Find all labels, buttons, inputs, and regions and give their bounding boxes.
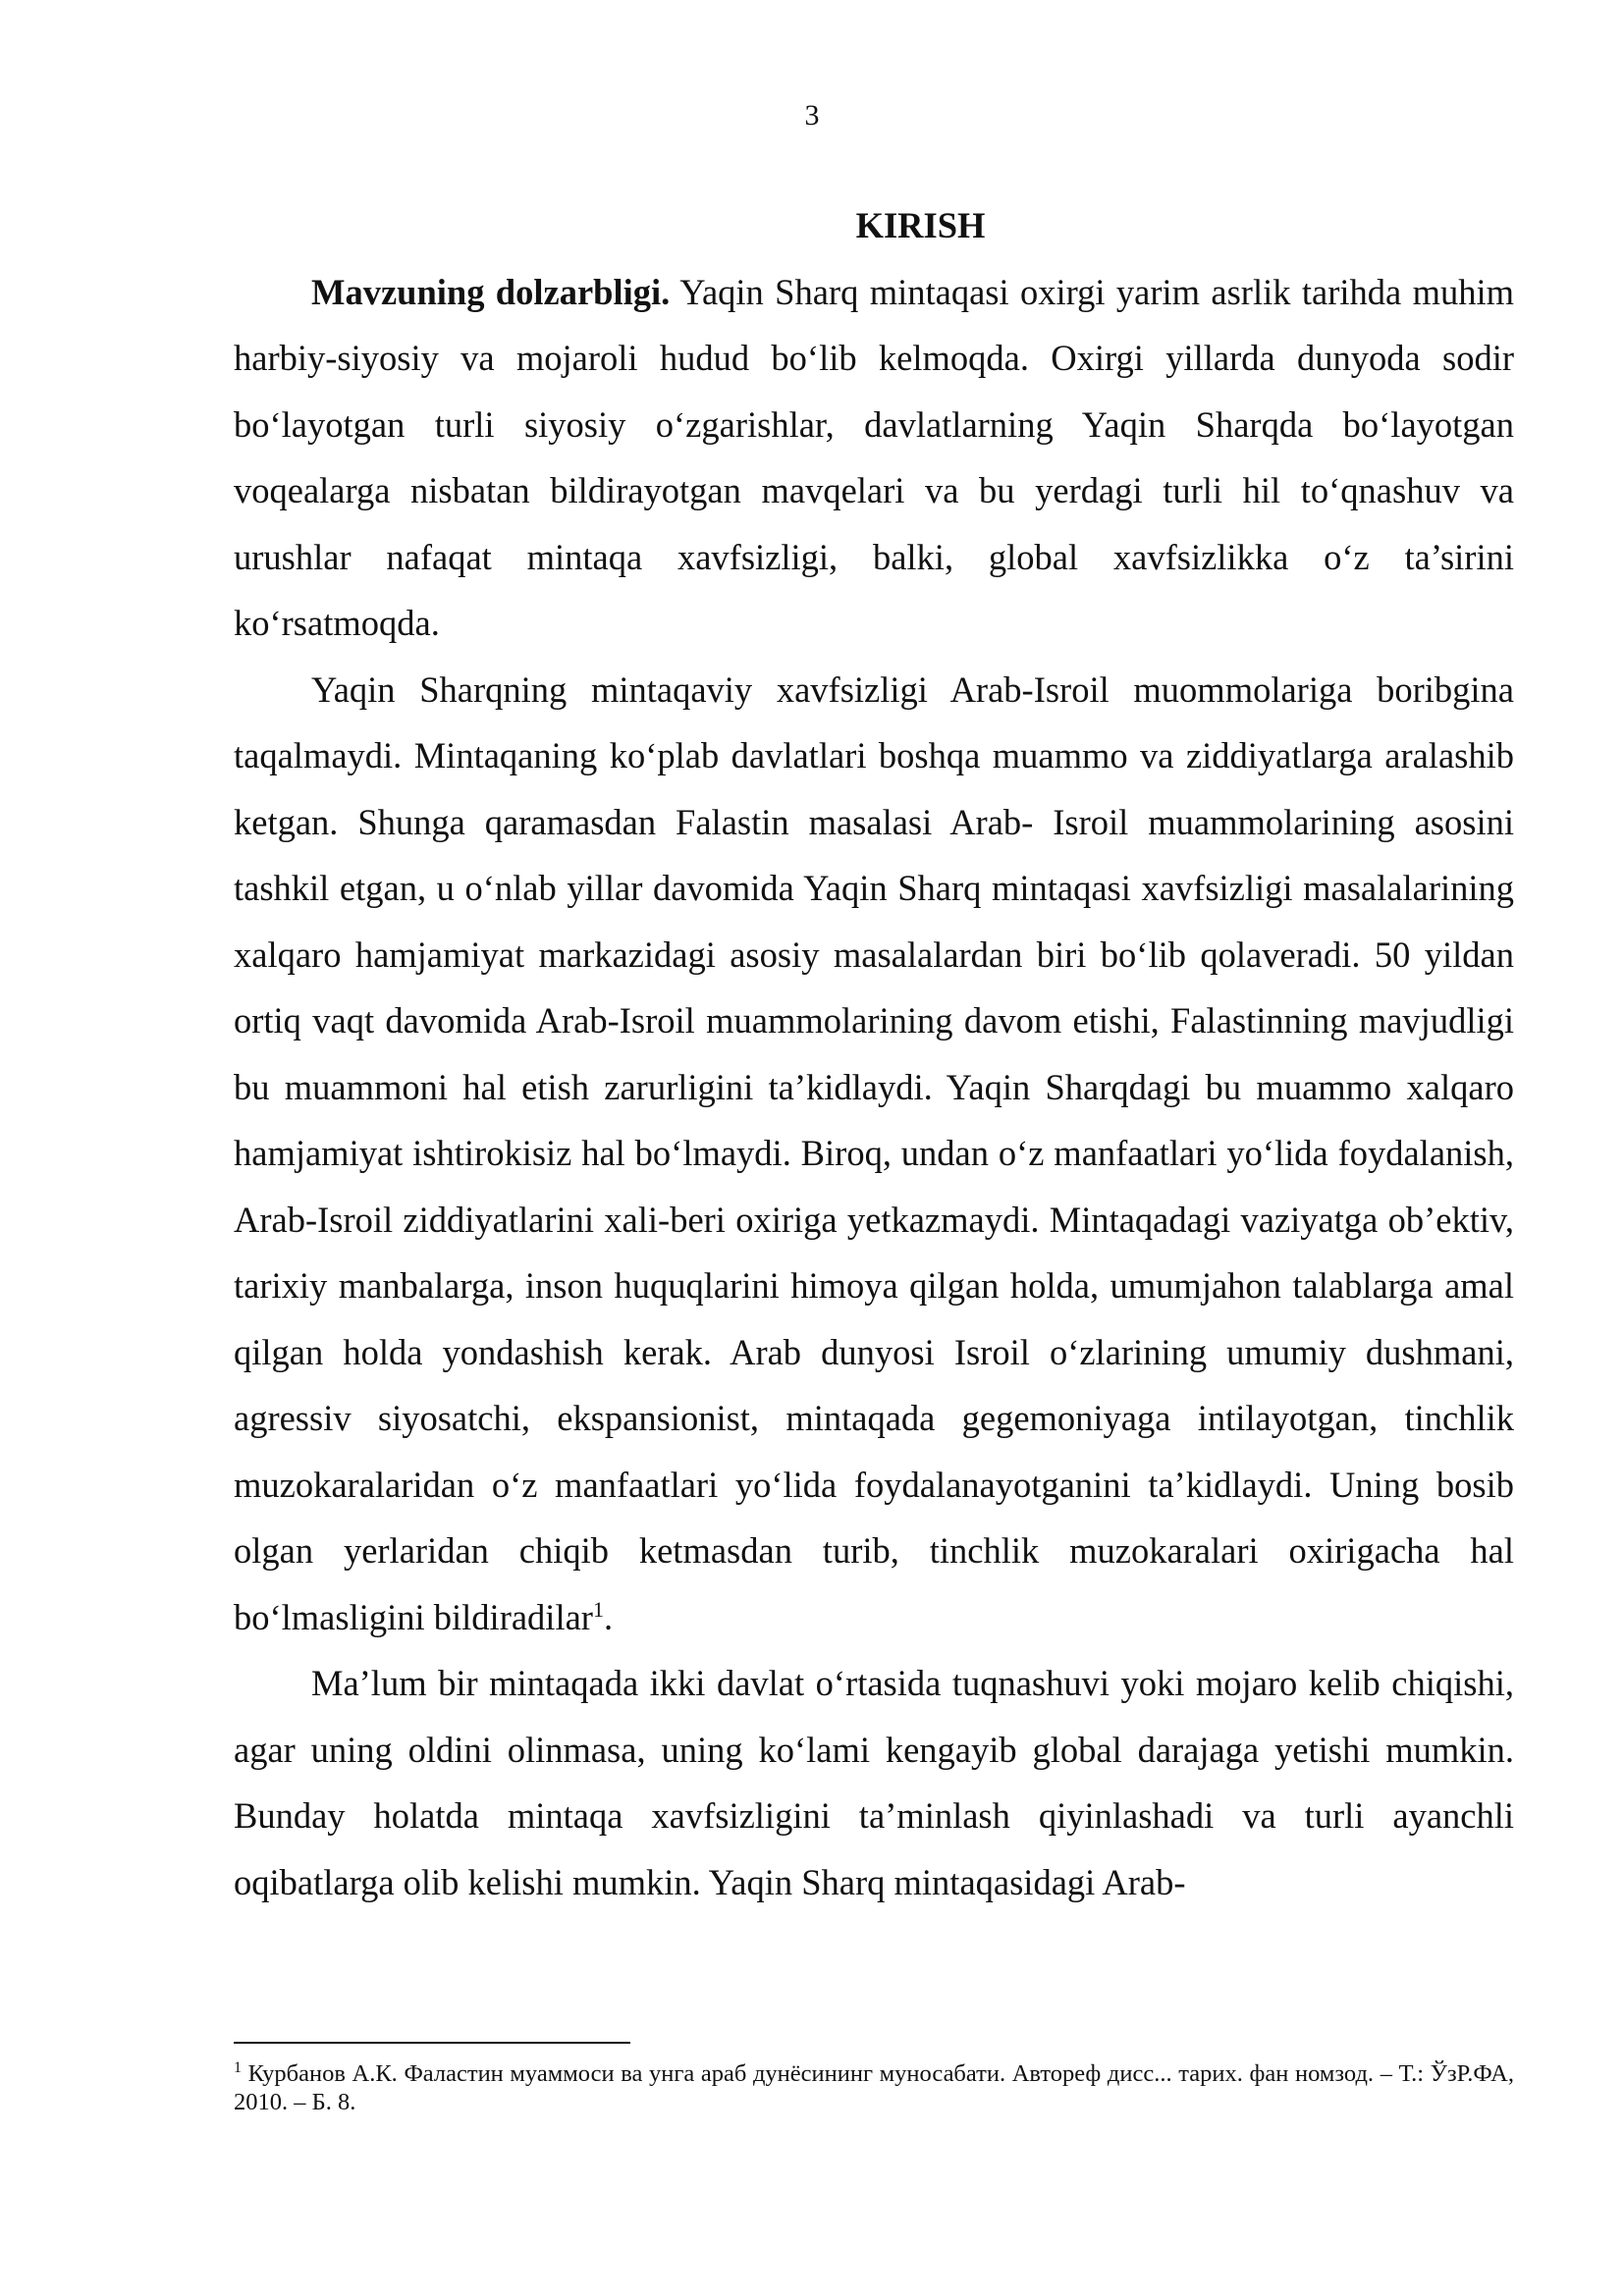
footnote [234,2059,1514,2116]
paragraph-lead: Mavzuning dolzarbligi. [311,271,671,312]
paragraph-arab-israel [234,657,1514,1651]
paragraph-regional-conflict [234,1650,1514,1915]
paragraph-relevance [234,259,1514,657]
paragraph-text: Yaqin Sharq mintaqasi oxirgi yarim asrlik tarihda muhim harbiy-siyosiy va mojaroli hudud bo‘lib kelmoqda. Oxirgi yillarda dunyoda sodir bo‘layotgan turli siyosiy o‘zgarishlar, davlatlarning Yaqin Sharqda bo‘layotgan voqealarga nisbatan bildirayotgan mavqelari va bu yerdagi turli hil to‘qnashuv va urushlar nafaqat mintaqa xavfsizligi, balki, global xavfsizlikka o‘z ta’sirini ko‘rsatmoqda. [234,271,1514,643]
body-text [234,192,1514,1915]
page-number: 3 [804,99,820,132]
footnote-separator [234,2042,630,2044]
footnote-mark: 1 [234,2058,242,2076]
paragraph-tail: . [603,1596,614,1637]
paragraph-text: Yaqin Sharqning mintaqaviy xavfsizligi Arab-Isroil muommolariga boribgina taqalmaydi. Mintaqaning ko‘plab davlatlari boshqa muammo va ziddiyatlarga aralashib ketgan. Shunga qaramasdan Falastin masalasi Arab- Isroil muammolarining asosini tashkil etgan, u o‘nlab yillar davomida Yaqin Sharq mintaqasi xavfsizligi masalalarining xalqaro hamjamiyat markazidagi asosiy masalalardan biri bo‘lib qolaveradi. 50 yildan ortiq vaqt davomida Arab-Isroil muammolarining davom etishi, Falastinning mavjudligi bu muammoni hal etish zarurligini ta’kidlaydi. Yaqin Sharqdagi bu muammo xalqaro hamjamiyat ishtirokisiz hal bo‘lmaydi. Biroq, undan o‘z manfaatlari yo‘lida foydalanish, Arab-Isroil ziddiyatlarini xali-beri oxiriga yetkazmaydi. Mintaqadagi vaziyatga ob’ektiv, tarixiy manbalarga, inson huquqlarini himoya qilgan holda, umumjahon talablarga amal qilgan holda yondashish kerak. Arab dunyosi Isroil o‘zlarining umumiy dushmani, agressiv siyosatchi, ekspansionist, mintaqada gegemoniyaga intilayotgan, tinchlik muzokaralaridan o‘z manfaatlari yo‘lida foydalanayotganini ta’kidlaydi. Uning bosib olgan yerlaridan chiqib ketmasdan turib, tinchlik muzokaralari oxirigacha hal bo‘lmasligini bildiradilar [234,668,1514,1637]
section-heading: KIRISH [855,205,986,245]
footnote-text: Курбанов А.К. Фаластин муаммоси ва унга араб дунёсининг муносабати. Автореф дисс... тарих. фан номзод. – Т.: ЎзР.ФА, 2010. – Б. 8. [234,2060,1514,2115]
paragraph-text: Ma’lum bir mintaqada ikki davlat o‘rtasida tuqnashuvi yoki mojaro kelib chiqishi, agar uning oldini olinmasa, uning ko‘lami kengayib global darajaga yetishi mumkin. Bunday holatda mintaqa xavfsizligini ta’minlash qiyinlashadi va turli ayanchli oqibatlarga olib kelishi mumkin. Yaqin Sharq mintaqasidagi Arab- [234,1663,1514,1902]
footnote-reference: 1 [592,1596,604,1622]
